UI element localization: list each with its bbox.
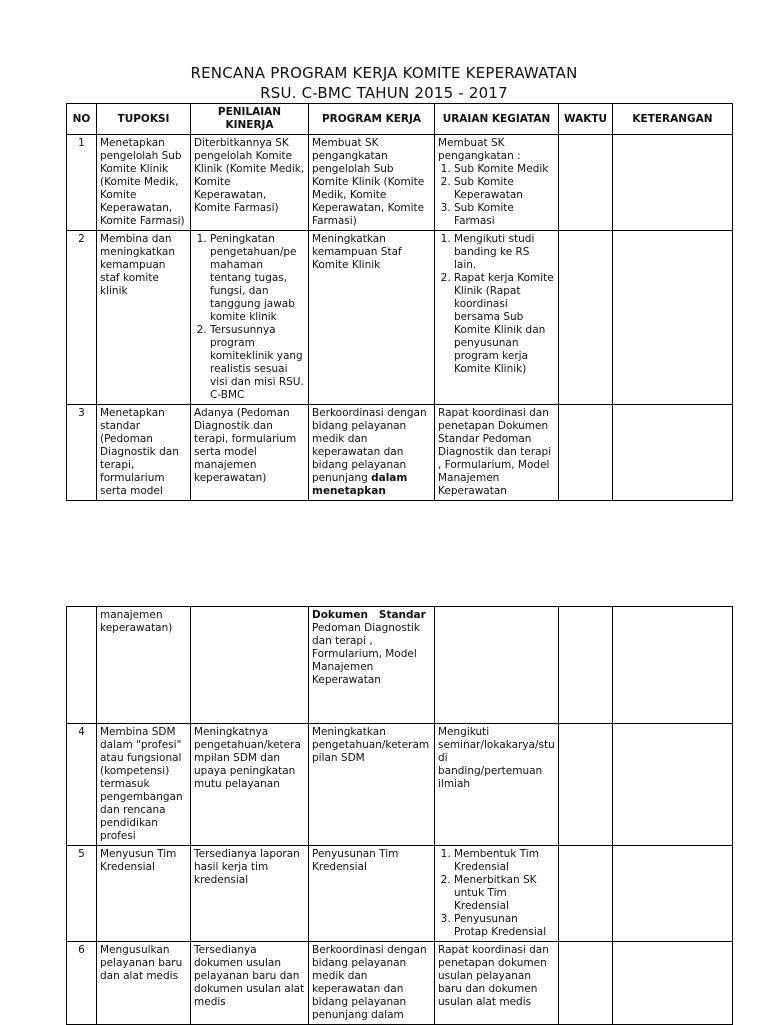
cell-keterangan	[613, 135, 733, 231]
table-row	[67, 607, 733, 724]
list-item: 1. Mengikuti studi banding ke RS lain.	[454, 233, 555, 272]
cell-no: 4	[67, 724, 97, 846]
list-item: 2. Tersusunnya program komiteklinik yang realistis sesuai visi dan misi RSU. C-BMC	[210, 324, 305, 402]
list-item: 2. Menerbitkan SK untuk Tim Kredensial	[454, 874, 555, 913]
cell-tupoksi: Membina dan meningkatkan kemampuan staf komite klinik	[97, 231, 191, 405]
list-item: 3. Sub Komite Farmasi	[454, 202, 555, 228]
cell-program	[309, 607, 435, 724]
cell-keterangan	[613, 405, 733, 501]
cell-waktu	[559, 942, 613, 1025]
cell-no: 6	[67, 942, 97, 1025]
cell-uraian: Mengikuti seminar/lokakarya/studi banding/pertemuan ilmiah	[435, 724, 559, 846]
program-bold-text: Dokumen Standar	[312, 609, 426, 621]
cell-keterangan	[613, 942, 733, 1025]
cell-tupoksi: Mengusulkan pelayanan baru dan alat medis	[97, 942, 191, 1025]
cell-keterangan	[613, 846, 733, 942]
cell-penilaian: Tersedianya dokumen usulan pelayanan baru dan dokumen usulan alat medis	[191, 942, 309, 1025]
table-row	[67, 135, 733, 231]
cell-waktu	[559, 231, 613, 405]
uraian-intro: Membuat SK pengangkatan :	[438, 137, 521, 162]
list-item: 1. Sub Komite Medik	[454, 163, 555, 176]
cell-tupoksi: manajemen keperawatan)	[97, 607, 191, 724]
header-uraian: URAIAN KEGIATAN	[435, 104, 559, 135]
cell-waktu	[559, 135, 613, 231]
cell-program: Membuat SK pengangkatan pengelolah Sub Komite Klinik (Komite Medik, Komite Keperawatan, Komite Farmasi)	[309, 135, 435, 231]
cell-no: 2	[67, 231, 97, 405]
list-item: 2. Rapat kerja Komite Klinik (Rapat koordinasi bersama Sub Komite Klinik dan penyusunan program kerja Komite Klinik)	[454, 272, 555, 376]
cell-tupoksi: Menyusun Tim Kredensial	[97, 846, 191, 942]
cell-uraian: Rapat koordinasi dan penetapan Dokumen Standar Pedoman Diagnostik dan terapi , Formularium, Model Manajemen Keperawatan	[435, 405, 559, 501]
uraian-list	[438, 233, 555, 376]
table-header-row	[67, 104, 733, 135]
cell-keterangan	[613, 231, 733, 405]
list-item: 1. Peningkatan pengetahuan/pemahaman tentang tugas, fungsi, dan tanggung jawab komite klinik	[210, 233, 305, 324]
cell-program: Penyusunan Tim Kredensial	[309, 846, 435, 942]
cell-tupoksi: Menetapkan standar (Pedoman Diagnostik dan terapi, formularium serta model	[97, 405, 191, 501]
document-title: RENCANA PROGRAM KERJA KOMITE KEPERAWATAN	[190, 64, 578, 82]
table-row	[67, 942, 733, 1025]
cell-waktu	[559, 405, 613, 501]
cell-program: Berkoordinasi dengan bidang pelayanan medik dan keperawatan dan bidang pelayanan penunjang dalam	[309, 942, 435, 1025]
cell-no: 5	[67, 846, 97, 942]
cell-uraian	[435, 231, 559, 405]
uraian-list	[438, 163, 555, 228]
cell-keterangan	[613, 607, 733, 724]
table-row	[67, 405, 733, 501]
penilaian-list	[194, 233, 305, 402]
header-program: PROGRAM KERJA	[309, 104, 435, 135]
cell-keterangan	[613, 724, 733, 846]
header-no: NO	[67, 104, 97, 135]
cell-tupoksi: Menetapkan pengelolah Sub Komite Klinik (Komite Medik, Komite Keperawatan, Komite Farmasi)	[97, 135, 191, 231]
table-row	[67, 846, 733, 942]
program-table-page-2	[66, 606, 733, 1025]
program-table-page-1	[66, 103, 733, 501]
cell-no: 3	[67, 405, 97, 501]
header-waktu: WAKTU	[559, 104, 613, 135]
list-item: 1. Membentuk Tim Kredensial	[454, 848, 555, 874]
cell-waktu	[559, 724, 613, 846]
program-text: Berkoordinasi dengan bidang pelayanan medik dan keperawatan dan bidang pelayanan penunjang	[312, 407, 427, 484]
cell-tupoksi: Membina SDM dalam "profesi" atau fungsional (kompetensi) termasuk pengembangan dan rencana pendidikan profesi	[97, 724, 191, 846]
list-item: 3. Penyusunan Protap Kredensial	[454, 913, 555, 939]
header-tupoksi: TUPOKSI	[97, 104, 191, 135]
cell-uraian: Rapat koordinasi dan penetapan dokumen usulan pelayanan baru dan dokumen usulan alat medis	[435, 942, 559, 1025]
cell-program: Meningkatkan pengetahuan/keterampilan SDM	[309, 724, 435, 846]
cell-uraian	[435, 607, 559, 724]
cell-penilaian: Diterbitkannya SK pengelolah Komite Klinik (Komite Medik, Komite Keperawatan, Komite Farmasi)	[191, 135, 309, 231]
uraian-list	[438, 848, 555, 939]
cell-waktu	[559, 846, 613, 942]
cell-waktu	[559, 607, 613, 724]
cell-program	[309, 405, 435, 501]
cell-uraian	[435, 846, 559, 942]
cell-penilaian	[191, 607, 309, 724]
document-subtitle: RSU. C-BMC TAHUN 2015 - 2017	[260, 84, 508, 102]
table-row	[67, 231, 733, 405]
cell-penilaian	[191, 231, 309, 405]
cell-penilaian: Adanya (Pedoman Diagnostik dan terapi, formularium serta model manajemen keperawatan)	[191, 405, 309, 501]
program-text: Pedoman Diagnostik dan terapi , Formularium, Model Manajemen Keperawatan	[312, 622, 420, 686]
cell-program: Meningkatkan kemampuan Staf Komite Klinik	[309, 231, 435, 405]
program-bold-text: dalam menetapkan	[312, 472, 408, 497]
table-row	[67, 724, 733, 846]
cell-uraian	[435, 135, 559, 231]
cell-penilaian: Tersedianya laporan hasil kerja tim kredensial	[191, 846, 309, 942]
header-penilaian: PENILAIAN KINERJA	[191, 104, 309, 135]
header-keterangan: KETERANGAN	[613, 104, 733, 135]
cell-no	[67, 607, 97, 724]
list-item: 2. Sub Komite Keperawatan	[454, 176, 555, 202]
cell-no: 1	[67, 135, 97, 231]
cell-penilaian: Meningkatnya pengetahuan/keterampilan SDM dan upaya peningkatan mutu pelayanan	[191, 724, 309, 846]
